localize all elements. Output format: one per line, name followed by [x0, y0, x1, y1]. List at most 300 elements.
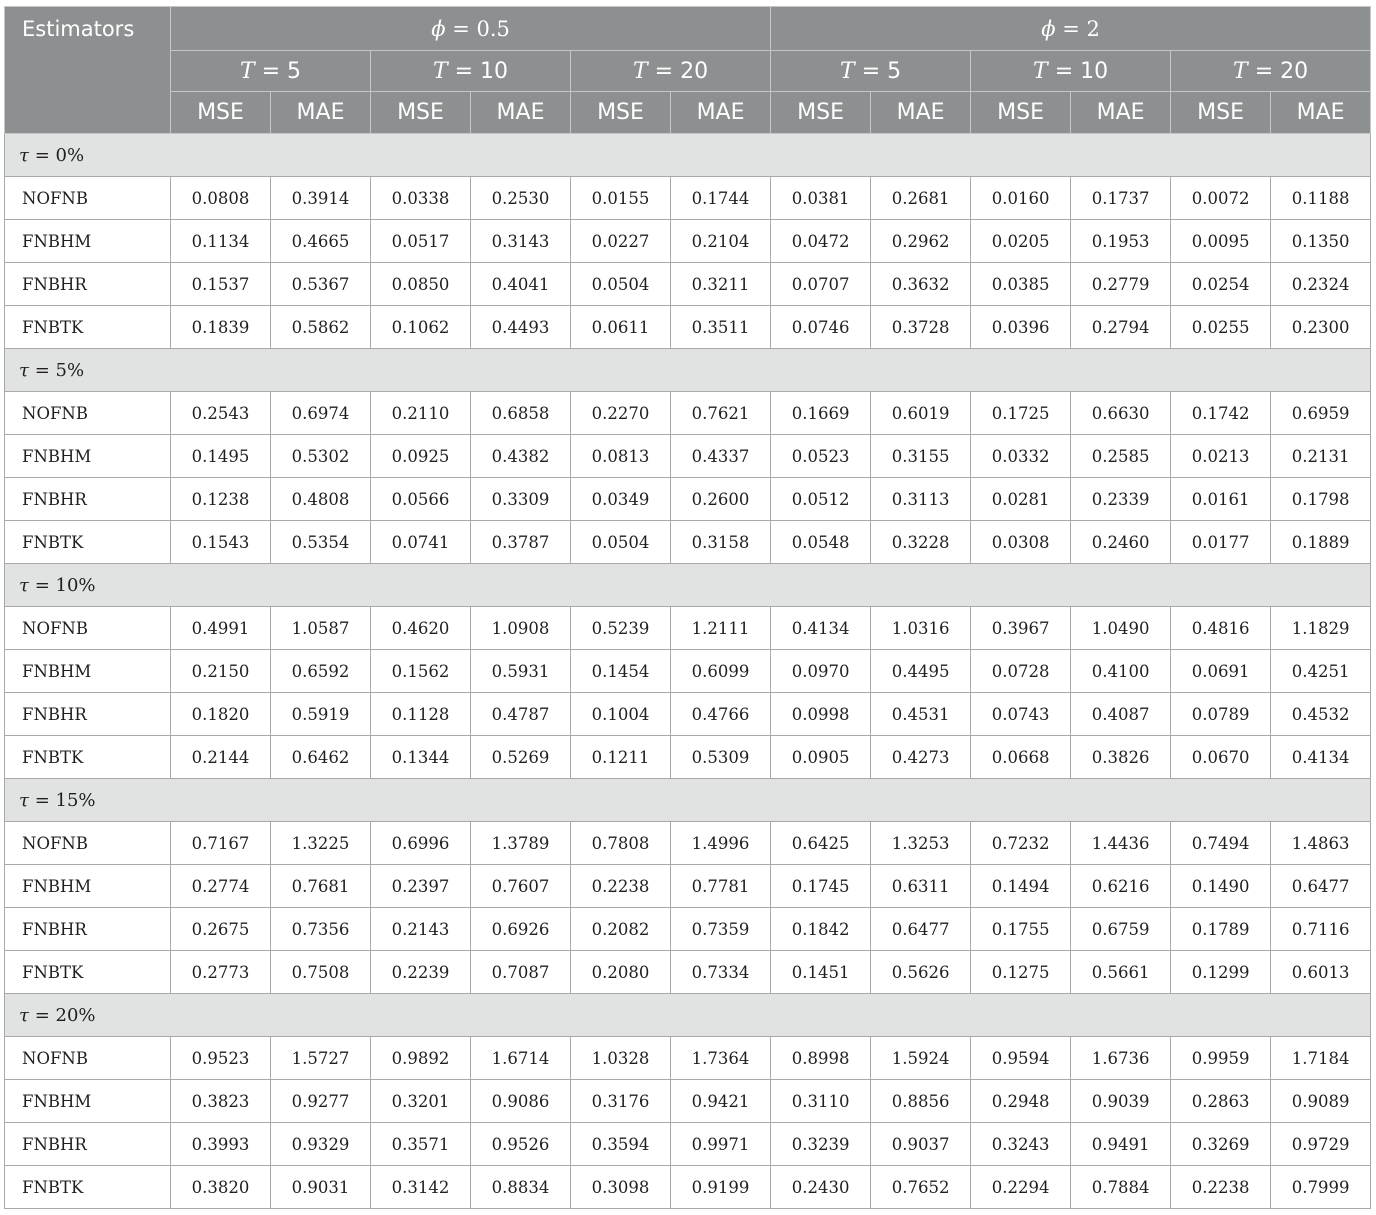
tau-value: = 5% — [28, 359, 85, 381]
table-cell: 0.6099 — [671, 650, 771, 693]
estimator-name: FNBHR — [5, 478, 171, 521]
metric-header: MAE — [871, 92, 971, 134]
estimator-name: FNBHM — [5, 1080, 171, 1123]
table-cell: 0.4134 — [1271, 736, 1371, 779]
table-cell: 0.8834 — [471, 1166, 571, 1209]
table-cell: 0.1454 — [571, 650, 671, 693]
estimator-name: FNBTK — [5, 951, 171, 994]
table-cell: 0.9523 — [171, 1037, 271, 1080]
table-cell: 0.1275 — [971, 951, 1071, 994]
table-cell: 0.2294 — [971, 1166, 1071, 1209]
period-symbol: T — [239, 58, 255, 84]
period-value: = 10 — [1047, 58, 1109, 84]
table-cell: 0.6216 — [1071, 865, 1171, 908]
table-cell: 0.9277 — [271, 1080, 371, 1123]
phi-group-header — [771, 7, 1371, 51]
table-cell: 0.0205 — [971, 220, 1071, 263]
table-cell: 0.1451 — [771, 951, 871, 994]
period-symbol: T — [1233, 58, 1248, 84]
table-cell: 0.1737 — [1071, 177, 1171, 220]
table-cell: 0.6630 — [1071, 392, 1171, 435]
table-cell: 0.3632 — [871, 263, 971, 306]
table-cell: 0.0611 — [571, 306, 671, 349]
table-cell: 0.6425 — [771, 822, 871, 865]
table-cell: 0.0728 — [971, 650, 1071, 693]
table-cell: 1.0587 — [271, 607, 371, 650]
table-cell: 0.0746 — [771, 306, 871, 349]
table-cell: 0.2585 — [1071, 435, 1171, 478]
table-cell: 0.7359 — [671, 908, 771, 951]
table-cell: 0.2397 — [371, 865, 471, 908]
table-cell: 0.3820 — [171, 1166, 271, 1209]
table-cell: 0.6477 — [871, 908, 971, 951]
table-cell: 0.2082 — [571, 908, 671, 951]
table-cell: 0.0566 — [371, 478, 471, 521]
table-cell: 1.0490 — [1071, 607, 1171, 650]
table-cell: 0.1238 — [171, 478, 271, 521]
table-cell: 0.0254 — [1171, 263, 1271, 306]
table-row — [5, 736, 1371, 779]
table-row — [5, 177, 1371, 220]
table-cell: 0.0998 — [771, 693, 871, 736]
table-cell: 0.1839 — [171, 306, 271, 349]
table-cell: 0.0227 — [571, 220, 671, 263]
period-label — [240, 59, 301, 84]
table-row — [5, 392, 1371, 435]
tau-value: = 15% — [28, 789, 96, 811]
section-row — [5, 134, 1371, 177]
table-cell: 0.5309 — [671, 736, 771, 779]
table-cell: 0.0308 — [971, 521, 1071, 564]
table-cell: 0.3594 — [571, 1123, 671, 1166]
section-row — [5, 779, 1371, 822]
table-cell: 0.2238 — [571, 865, 671, 908]
period-label — [633, 59, 708, 84]
table-cell: 0.4382 — [471, 435, 571, 478]
table-cell: 0.5626 — [871, 951, 971, 994]
period-value: = 5 — [854, 58, 902, 84]
table-cell: 0.5269 — [471, 736, 571, 779]
table-cell: 0.7334 — [671, 951, 771, 994]
table-cell: 0.0385 — [971, 263, 1071, 306]
table-cell: 0.0396 — [971, 306, 1071, 349]
table-cell: 1.0908 — [471, 607, 571, 650]
table-cell: 0.0255 — [1171, 306, 1271, 349]
table-cell: 0.1789 — [1171, 908, 1271, 951]
table-cell: 0.1344 — [371, 736, 471, 779]
table-row — [5, 1123, 1371, 1166]
section-row — [5, 994, 1371, 1037]
table-cell: 0.2150 — [171, 650, 271, 693]
table-cell: 0.2144 — [171, 736, 271, 779]
tau-value: = 20% — [28, 1004, 96, 1026]
math-symbol: ϕ — [1041, 16, 1056, 41]
table-cell: 0.0850 — [371, 263, 471, 306]
tau-value: = 0% — [28, 144, 85, 166]
table-cell: 0.6858 — [471, 392, 571, 435]
results-table — [4, 6, 1371, 1209]
period-label — [1033, 59, 1108, 84]
table-cell: 0.1188 — [1271, 177, 1371, 220]
period-header — [1171, 51, 1371, 92]
table-cell: 0.7884 — [1071, 1166, 1171, 1209]
table-cell: 0.4337 — [671, 435, 771, 478]
table-cell: 0.0741 — [371, 521, 471, 564]
table-cell: 0.4787 — [471, 693, 571, 736]
table-cell: 0.9086 — [471, 1080, 571, 1123]
table-cell: 0.8998 — [771, 1037, 871, 1080]
table-cell: 0.1889 — [1271, 521, 1371, 564]
table-row — [5, 822, 1371, 865]
estimators-header: Estimators — [5, 7, 171, 134]
metric-header: MAE — [1271, 92, 1371, 134]
table-row — [5, 1080, 1371, 1123]
metric-header: MSE — [971, 92, 1071, 134]
table-cell: 0.2143 — [371, 908, 471, 951]
table-cell: 0.5919 — [271, 693, 371, 736]
estimator-name: FNBTK — [5, 521, 171, 564]
section-label — [5, 134, 1371, 177]
table-cell: 0.0668 — [971, 736, 1071, 779]
table-cell: 0.3143 — [471, 220, 571, 263]
table-cell: 0.2238 — [1171, 1166, 1271, 1209]
table-cell: 0.0349 — [571, 478, 671, 521]
table-cell: 0.3511 — [671, 306, 771, 349]
table-cell: 0.2543 — [171, 392, 271, 435]
table-cell: 0.1842 — [771, 908, 871, 951]
table-cell: 0.0548 — [771, 521, 871, 564]
table-cell: 0.1744 — [671, 177, 771, 220]
metric-header: MAE — [671, 92, 771, 134]
table-cell: 0.3176 — [571, 1080, 671, 1123]
table-row — [5, 521, 1371, 564]
table-cell: 0.0281 — [971, 478, 1071, 521]
table-cell: 0.0072 — [1171, 177, 1271, 220]
estimator-name: FNBHR — [5, 1123, 171, 1166]
table-cell: 0.4493 — [471, 306, 571, 349]
table-cell: 0.1495 — [171, 435, 271, 478]
table-cell: 0.1562 — [371, 650, 471, 693]
table-cell: 0.4665 — [271, 220, 371, 263]
table-cell: 0.0905 — [771, 736, 871, 779]
table-cell: 0.2675 — [171, 908, 271, 951]
table-cell: 1.1829 — [1271, 607, 1371, 650]
table-cell: 0.0155 — [571, 177, 671, 220]
table-cell: 0.2779 — [1071, 263, 1171, 306]
metric-header: MSE — [571, 92, 671, 134]
period-label — [1233, 59, 1308, 84]
table-cell: 0.0381 — [771, 177, 871, 220]
table-cell: 0.3158 — [671, 521, 771, 564]
table-cell: 0.0472 — [771, 220, 871, 263]
table-cell: 0.6462 — [271, 736, 371, 779]
table-cell: 1.5727 — [271, 1037, 371, 1080]
table-cell: 0.4532 — [1271, 693, 1371, 736]
tau-symbol: τ — [19, 574, 29, 596]
phi-group-header — [171, 7, 771, 51]
tau-value: = 10% — [28, 574, 96, 596]
table-cell: 0.6996 — [371, 822, 471, 865]
period-value: = 10 — [447, 58, 509, 84]
table-cell: 0.0707 — [771, 263, 871, 306]
table-cell: 0.3571 — [371, 1123, 471, 1166]
metric-header: MAE — [471, 92, 571, 134]
table-cell: 0.1062 — [371, 306, 471, 349]
table-cell: 0.9594 — [971, 1037, 1071, 1080]
table-row — [5, 908, 1371, 951]
table-row — [5, 263, 1371, 306]
table-cell: 0.3243 — [971, 1123, 1071, 1166]
table-cell: 0.6013 — [1271, 951, 1371, 994]
table-cell: 0.1742 — [1171, 392, 1271, 435]
table-cell: 0.1798 — [1271, 478, 1371, 521]
table-cell: 1.6714 — [471, 1037, 571, 1080]
tau-symbol: τ — [19, 1004, 29, 1026]
table-cell: 0.2681 — [871, 177, 971, 220]
table-cell: 0.2600 — [671, 478, 771, 521]
table-cell: 0.7808 — [571, 822, 671, 865]
table-cell: 0.3239 — [771, 1123, 871, 1166]
table-cell: 1.6736 — [1071, 1037, 1171, 1080]
estimator-name: FNBHM — [5, 650, 171, 693]
table-cell: 0.6974 — [271, 392, 371, 435]
table-cell: 0.7508 — [271, 951, 371, 994]
table-cell: 0.9329 — [271, 1123, 371, 1166]
table-cell: 0.7781 — [671, 865, 771, 908]
table-cell: 0.9892 — [371, 1037, 471, 1080]
estimator-name: NOFNB — [5, 392, 171, 435]
tau-symbol: τ — [19, 789, 29, 811]
table-cell: 0.6477 — [1271, 865, 1371, 908]
math-value: = 0.5 — [445, 16, 510, 41]
table-cell: 0.2110 — [371, 392, 471, 435]
math-label — [1041, 17, 1100, 41]
table-cell: 0.1953 — [1071, 220, 1171, 263]
table-cell: 0.0504 — [571, 521, 671, 564]
table-cell: 0.5661 — [1071, 951, 1171, 994]
table-cell: 1.5924 — [871, 1037, 971, 1080]
table-cell: 0.2460 — [1071, 521, 1171, 564]
metric-header: MSE — [171, 92, 271, 134]
table-cell: 0.4134 — [771, 607, 871, 650]
tau-symbol: τ — [19, 359, 29, 381]
table-cell: 0.0808 — [171, 177, 271, 220]
table-cell: 0.0670 — [1171, 736, 1271, 779]
table-cell: 1.3789 — [471, 822, 571, 865]
estimator-name: FNBHR — [5, 693, 171, 736]
table-row — [5, 435, 1371, 478]
table-cell: 0.5354 — [271, 521, 371, 564]
period-header — [371, 51, 571, 92]
period-header — [571, 51, 771, 92]
table-cell: 0.0925 — [371, 435, 471, 478]
table-row — [5, 306, 1371, 349]
table-cell: 1.0328 — [571, 1037, 671, 1080]
table-cell: 0.1134 — [171, 220, 271, 263]
table-cell: 0.9031 — [271, 1166, 371, 1209]
table-row — [5, 1037, 1371, 1080]
table-cell: 0.4087 — [1071, 693, 1171, 736]
table-cell: 0.7652 — [871, 1166, 971, 1209]
estimator-name: FNBHM — [5, 435, 171, 478]
table-cell: 0.4251 — [1271, 650, 1371, 693]
math-label — [431, 17, 510, 41]
table-cell: 0.1128 — [371, 693, 471, 736]
table-cell: 0.7087 — [471, 951, 571, 994]
table-cell: 0.1211 — [571, 736, 671, 779]
period-header — [971, 51, 1171, 92]
table-cell: 0.0332 — [971, 435, 1071, 478]
table-row — [5, 650, 1371, 693]
table-cell: 0.0338 — [371, 177, 471, 220]
table-row — [5, 865, 1371, 908]
table-body — [5, 134, 1371, 1209]
table-cell: 0.2270 — [571, 392, 671, 435]
section-label — [5, 564, 1371, 607]
table-cell: 0.1543 — [171, 521, 271, 564]
table-cell: 0.4531 — [871, 693, 971, 736]
math-symbol: ϕ — [431, 16, 446, 41]
table-cell: 0.5239 — [571, 607, 671, 650]
table-cell: 0.1725 — [971, 392, 1071, 435]
estimator-name: FNBTK — [5, 1166, 171, 1209]
table-row — [5, 693, 1371, 736]
table-cell: 0.0160 — [971, 177, 1071, 220]
estimator-name: FNBHR — [5, 908, 171, 951]
period-symbol: T — [1033, 58, 1048, 84]
table-cell: 1.4436 — [1071, 822, 1171, 865]
table-cell: 0.7494 — [1171, 822, 1271, 865]
estimator-name: FNBHR — [5, 263, 171, 306]
table-cell: 0.4273 — [871, 736, 971, 779]
table-cell: 0.2948 — [971, 1080, 1071, 1123]
table-cell: 0.9491 — [1071, 1123, 1171, 1166]
table-cell: 1.4863 — [1271, 822, 1371, 865]
table-cell: 0.3823 — [171, 1080, 271, 1123]
table-cell: 0.6019 — [871, 392, 971, 435]
table-cell: 0.1537 — [171, 263, 271, 306]
table-cell: 0.0691 — [1171, 650, 1271, 693]
metric-header: MAE — [1071, 92, 1171, 134]
table-cell: 0.9037 — [871, 1123, 971, 1166]
table-cell: 0.7621 — [671, 392, 771, 435]
table-cell: 0.8856 — [871, 1080, 971, 1123]
table-cell: 0.0743 — [971, 693, 1071, 736]
table-cell: 0.4495 — [871, 650, 971, 693]
period-header — [771, 51, 971, 92]
estimator-name: NOFNB — [5, 607, 171, 650]
period-value: = 5 — [254, 58, 302, 84]
table-cell: 0.4816 — [1171, 607, 1271, 650]
table-cell: 0.9729 — [1271, 1123, 1371, 1166]
period-value: = 20 — [647, 58, 709, 84]
table-cell: 0.1820 — [171, 693, 271, 736]
table-cell: 0.3967 — [971, 607, 1071, 650]
table-cell: 0.4808 — [271, 478, 371, 521]
section-label — [5, 779, 1371, 822]
table-cell: 0.0789 — [1171, 693, 1271, 736]
table-cell: 0.4100 — [1071, 650, 1171, 693]
table-cell: 0.4766 — [671, 693, 771, 736]
table-header — [5, 7, 1371, 134]
metric-header: MAE — [271, 92, 371, 134]
table-cell: 0.2324 — [1271, 263, 1371, 306]
table-cell: 0.2300 — [1271, 306, 1371, 349]
table-cell: 0.4620 — [371, 607, 471, 650]
table-cell: 0.2430 — [771, 1166, 871, 1209]
table-cell: 0.2530 — [471, 177, 571, 220]
table-cell: 1.0316 — [871, 607, 971, 650]
estimator-name: NOFNB — [5, 1037, 171, 1080]
table-cell: 0.1745 — [771, 865, 871, 908]
table-cell: 0.3201 — [371, 1080, 471, 1123]
table-cell: 1.3253 — [871, 822, 971, 865]
table-cell: 0.0095 — [1171, 220, 1271, 263]
table-cell: 0.3993 — [171, 1123, 271, 1166]
estimator-name: FNBHM — [5, 220, 171, 263]
table-cell: 0.2773 — [171, 951, 271, 994]
table-cell: 0.2131 — [1271, 435, 1371, 478]
metric-header: MSE — [771, 92, 871, 134]
table-cell: 1.7364 — [671, 1037, 771, 1080]
table-cell: 0.9971 — [671, 1123, 771, 1166]
table-cell: 1.7184 — [1271, 1037, 1371, 1080]
section-label — [5, 994, 1371, 1037]
table-cell: 0.0512 — [771, 478, 871, 521]
table-cell: 0.7681 — [271, 865, 371, 908]
metric-header: MSE — [1171, 92, 1271, 134]
period-symbol: T — [840, 58, 855, 84]
math-value: = 2 — [1055, 16, 1100, 41]
table-cell: 0.2239 — [371, 951, 471, 994]
table-cell: 0.3228 — [871, 521, 971, 564]
table-cell: 0.2794 — [1071, 306, 1171, 349]
table-cell: 0.3113 — [871, 478, 971, 521]
table-cell: 0.1004 — [571, 693, 671, 736]
table-cell: 0.0213 — [1171, 435, 1271, 478]
table-cell: 0.9199 — [671, 1166, 771, 1209]
table-cell: 0.1494 — [971, 865, 1071, 908]
table-cell: 1.4996 — [671, 822, 771, 865]
table-cell: 0.2339 — [1071, 478, 1171, 521]
table-cell: 0.3309 — [471, 478, 571, 521]
table-cell: 0.7607 — [471, 865, 571, 908]
table-cell: 0.6592 — [271, 650, 371, 693]
table-cell: 0.0161 — [1171, 478, 1271, 521]
table-row — [5, 607, 1371, 650]
table-cell: 0.3155 — [871, 435, 971, 478]
estimator-name: NOFNB — [5, 177, 171, 220]
period-value: = 20 — [1247, 58, 1309, 84]
table-cell: 0.2104 — [671, 220, 771, 263]
section-label — [5, 349, 1371, 392]
table-cell: 0.2863 — [1171, 1080, 1271, 1123]
table-cell: 0.0517 — [371, 220, 471, 263]
table-cell: 0.1299 — [1171, 951, 1271, 994]
table-cell: 0.3728 — [871, 306, 971, 349]
metric-header: MSE — [371, 92, 471, 134]
table-cell: 0.3269 — [1171, 1123, 1271, 1166]
table-cell: 0.7999 — [1271, 1166, 1371, 1209]
table-cell: 0.0177 — [1171, 521, 1271, 564]
table-row — [5, 951, 1371, 994]
table-cell: 0.5862 — [271, 306, 371, 349]
table-cell: 0.2080 — [571, 951, 671, 994]
estimator-name: FNBHM — [5, 865, 171, 908]
table-cell: 0.3142 — [371, 1166, 471, 1209]
table-cell: 0.6959 — [1271, 392, 1371, 435]
period-header — [171, 51, 371, 92]
